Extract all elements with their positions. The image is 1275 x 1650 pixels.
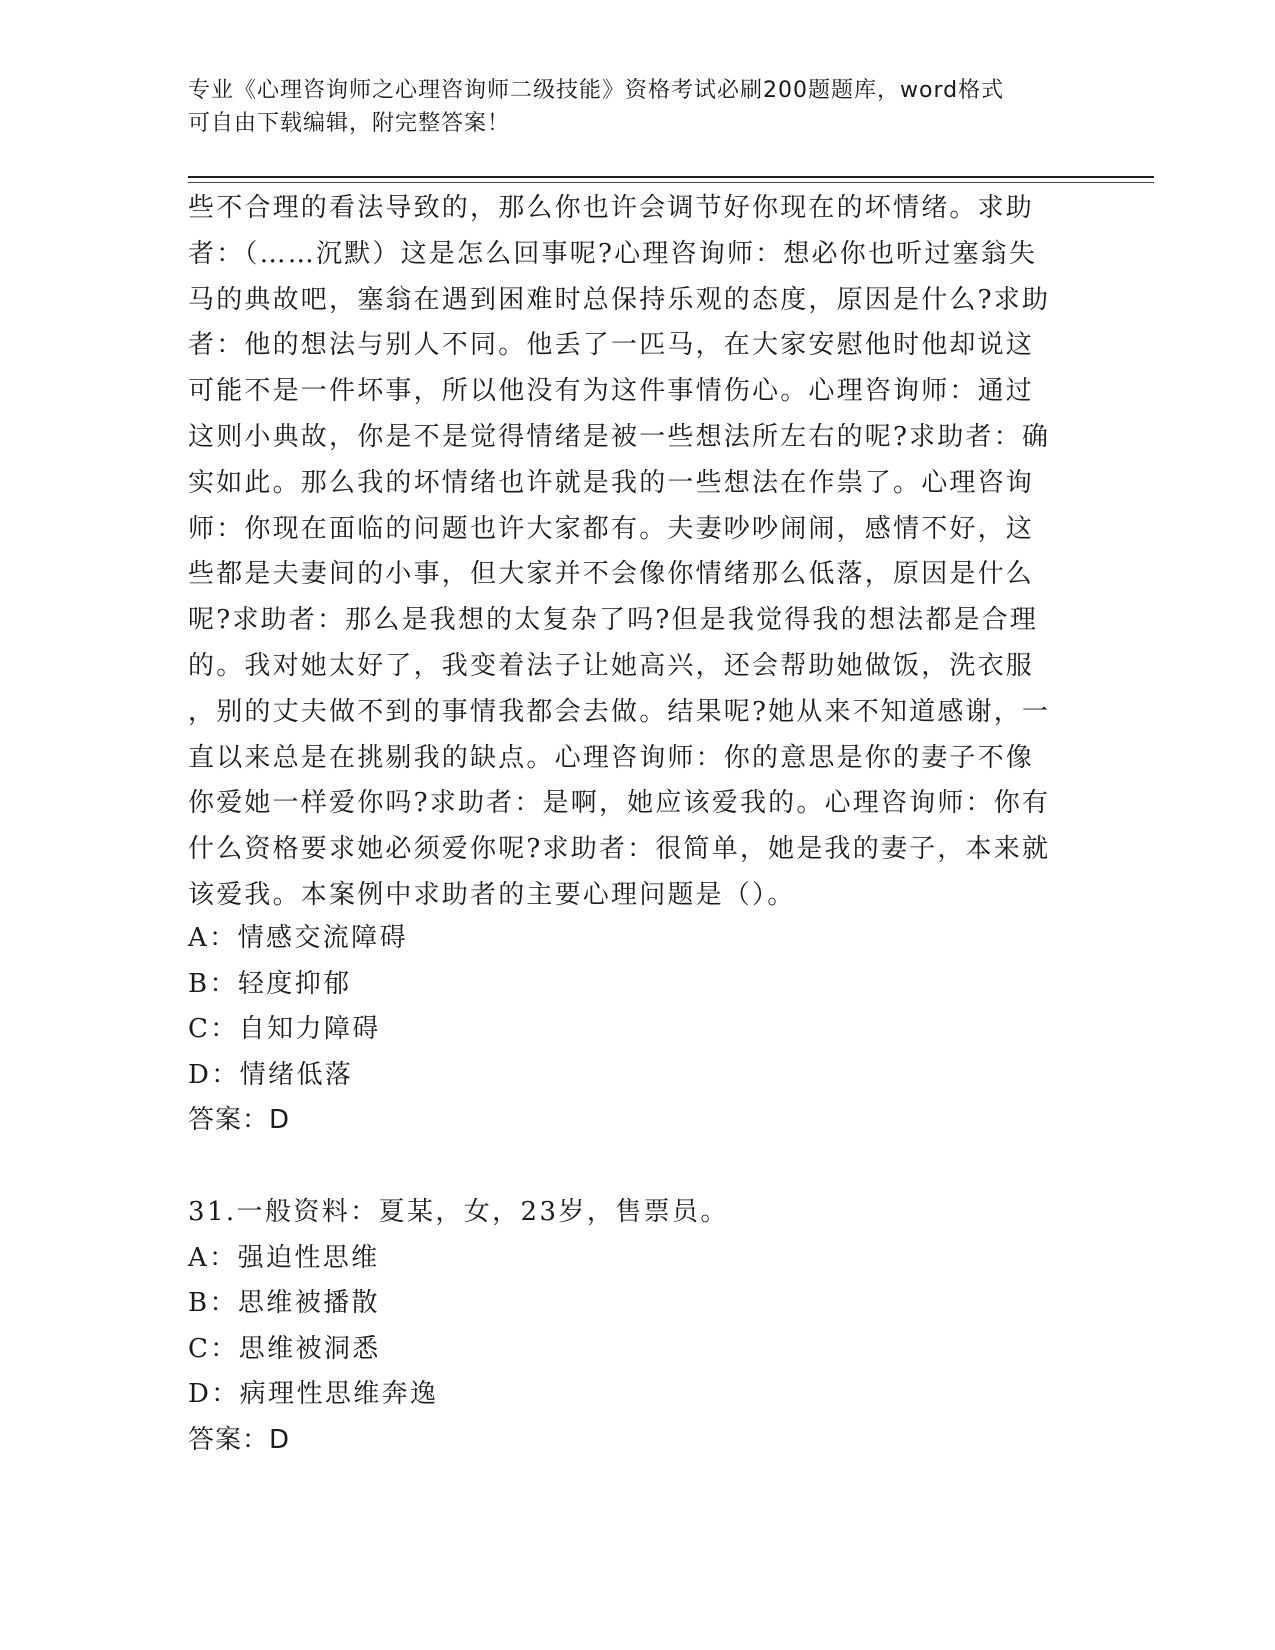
passage-line: 马的典故吧，塞翁在遇到困难时总保持乐观的态度，原因是什么?求助: [188, 284, 1051, 315]
passage-line: 的。我对她太好了，我变着法子让她高兴，还会帮助她做饭，洗衣服: [188, 650, 1035, 681]
question-30-options: [188, 916, 1078, 1144]
passage-line: 可能不是一件坏事，所以他没有为这件事情伤心。心理咨询师：通过: [188, 376, 1035, 407]
passage-line: ，别的丈夫做不到的事情我都会去做。结果呢?她从来不知道感谢，一: [188, 696, 1051, 727]
passage-line: 这则小典故，你是不是觉得情绪是被一些想法所左右的呢?求助者：确: [188, 421, 1051, 452]
passage-line: 者：他的想法与别人不同。他丢了一匹马，在大家安慰他时他却说这: [188, 330, 1035, 361]
header-divider-thick: [188, 176, 1154, 178]
header-title-line-1: 专业《心理咨询师之心理咨询师二级技能》资格考试必刷200题题库，word格式: [188, 78, 1005, 103]
passage-line: 者：（……沉默）这是怎么回事呢?心理咨询师：想必你也听过塞翁失: [188, 238, 1038, 269]
option-a: A：强迫性思维: [188, 1242, 380, 1273]
passage-line: 呢?求助者：那么是我想的太复杂了吗?但是我觉得我的想法都是合理: [188, 605, 1039, 636]
case-passage: [188, 186, 1078, 919]
answer-label: 答案：D: [188, 1105, 291, 1136]
passage-line: 师：你现在面临的问题也许大家都有。夫妻吵吵闹闹，感情不好，这: [188, 513, 1035, 544]
option-b: B：思维被播散: [188, 1288, 380, 1319]
header-title-line-2: 可自由下载编辑，附完整答案！: [188, 111, 511, 136]
passage-line: 些不合理的看法导致的，那么你也许会调节好你现在的坏情绪。求助: [188, 193, 1035, 223]
passage-line: 些都是夫妻间的小事，但大家并不会像你情绪那么低落，原因是什么: [188, 559, 1035, 590]
option-d: D：病理性思维奔逸: [188, 1379, 439, 1410]
question-stem: 31.一般资料：夏某，女，23岁，售票员。: [188, 1197, 729, 1227]
question-31: [188, 1190, 1078, 1464]
page-header: [188, 74, 1078, 140]
option-a: A：情感交流障碍: [188, 923, 408, 953]
option-c: C：思维被洞悉: [188, 1333, 381, 1364]
passage-line: 该爱我。本案例中求助者的主要心理问题是（）。: [188, 879, 796, 910]
header-divider-thin: [188, 182, 1154, 183]
option-b: B：轻度抑郁: [188, 968, 352, 999]
passage-line: 直以来总是在挑剔我的缺点。心理咨询师：你的意思是你的妻子不像: [188, 742, 1035, 773]
answer-label: 答案：D: [188, 1424, 291, 1455]
option-c: C：自知力障碍: [188, 1014, 381, 1045]
option-d: D：情绪低落: [188, 1059, 354, 1090]
passage-line: 什么资格要求她必须爱你呢?求助者：很简单，她是我的妻子，本来就: [188, 834, 1051, 865]
passage-line: 你爱她一样爱你吗?求助者：是啊，她应该爱我的。心理咨询师：你有: [188, 788, 1051, 819]
passage-line: 实如此。那么我的坏情绪也许就是我的一些想法在作祟了。心理咨询: [188, 467, 1035, 498]
